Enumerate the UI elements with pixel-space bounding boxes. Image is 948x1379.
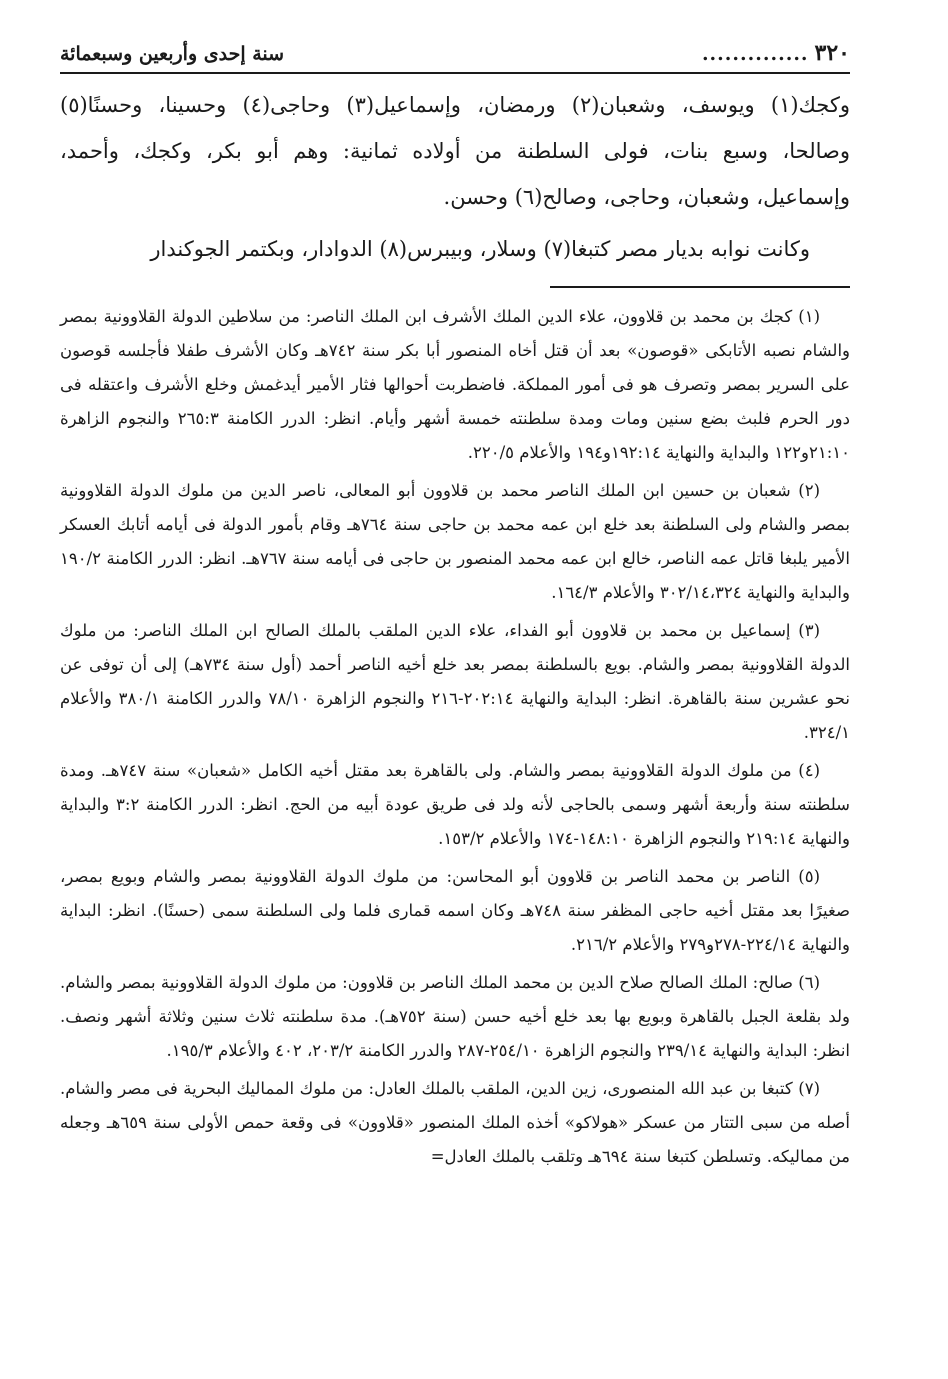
main-text xyxy=(60,82,850,272)
footnote-6: (٦) صالح: الملك الصالح صلاح الدين بن محمد الملك الناصر بن قلاوون: من ملوك الدولة القلاوونية بمصر والشام. ولد بقلعة الجبل بالقاهرة وبويع بها بعد خلع أخيه حسن (سنة ٧٥٢هـ). مدة سلطنته ثلاث سنين وثلاثة أشهر ونصف. انظر: البداية والنهاية ٢٣٩/١٤ والنجوم الزاهرة ٢٥٤/١٠-٢٨٧ والدرر الكامنة ٢٠٣/٢، ٤٠٢ والأعلام ١٩٥/٣. xyxy=(60,973,850,1060)
footnote-separator xyxy=(550,286,850,288)
footnotes xyxy=(60,300,850,1174)
main-paragraph-2: وكانت نوابه بديار مصر كتبغا(٧) وسلار، وبيبرس(٨) الدوادار، وبكتمر الجوكندار xyxy=(150,237,810,261)
document-page xyxy=(60,36,850,1178)
footnote-1: (١) كجك بن محمد بن قلاوون، علاء الدين الملك الأشرف ابن الملك الناصر: من سلاطين الدولة القلاوونية بمصر والشام نصبه الأتابكى «قوصون» بعد أن قتل أخاه المنصور أبا بكر سنة ٧٤٢هـ وكان الأشرف طفلا فأجلسه قوصون على السرير بمصر وتصرف هو فى أمور المملكة. فاضطربت أحوالها فثار الأمير أيدغمش وخلع الأشرف واعتقله فى دور الحرم فلبث بضع سنين ومات ومدة سلطنته خمسة أشهر وأيام. انظر: الدرر الكامنة ٢٦٥:٣ والنجوم الزاهرة ٢١:١٠و١٢٢ والبداية والنهاية ١٩٢:١٤و١٩٤ والأعلام ٢٢٠/٥. xyxy=(60,307,850,462)
footnote-2: (٢) شعبان بن حسين ابن الملك الناصر محمد بن قلاوون أبو المعالى، ناصر الدين من ملوك الدولة القلاوونية بمصر والشام ولى السلطنة بعد خلع ابن عمه محمد بن حاجى سنة ٧٦٤هـ وقام بأمور الدولة فى أيامه أتابك العسكر الأمير يلبغا قاتل عمه الناصر، خالع ابن عمه محمد المنصور بن حاجى فى أيامه سنة ٧٦٧هـ. انظر: الدرر الكامنة ١٩٠/٢ والبداية والنهاية ٣٠٢/١٤،٣٢٤ والأعلام ١٦٤/٣. xyxy=(60,481,850,602)
footnote-3: (٣) إسماعيل بن محمد بن قلاوون أبو الفداء، علاء الدين الملقب بالملك الصالح ابن الملك الناصر: من ملوك الدولة القلاوونية بمصر والشام. بويع بالسلطنة بمصر بعد خلع أخيه الناصر أحمد (أول سنة ٧٣٤هـ) إلى أن توفى عن نحو عشرين سنة بالقاهرة. انظر: البداية والنهاية ٢٠٢:١٤-٢١٦ والنجوم الزاهرة ٧٨/١٠ والدرر الكامنة ٣٨٠/١ والأعلام ٣٢٤/١. xyxy=(60,621,850,742)
footnote-7: (٧) كتبغا بن عبد الله المنصورى، زين الدين، الملقب بالملك العادل: من ملوك المماليك البحرية فى مصر والشام. أصله من سبى التتار من عسكر «هولاكو» أخذه الملك المنصور «قلاوون» فى وقعة حمص الأولى سنة ٦٥٩هـ وجعله من مماليكه. وتسلطن كتبغا سنة ٦٩٤هـ وتلقب بالملك العادل= xyxy=(60,1079,851,1166)
chapter-title: سنة إحدى وأربعين وسبعمائة xyxy=(60,43,285,65)
page-number: ٣٢٠ xyxy=(814,40,850,66)
footnote-5: (٥) الناصر بن محمد الناصر بن قلاوون أبو المحاسن: من ملوك الدولة القلاوونية بمصر والشام وبويع بمصر، صغيرًا بعد مقتل أخيه حاجى المظفر سنة ٧٤٨هـ وكان اسمه قمارى فلما ولى السلطنة سمى (حسنًا). انظر: البداية والنهاية ٢٢٤/١٤-٢٧٨و٢٧٩ والأعلام ٢١٦/٢. xyxy=(60,867,850,954)
header-dots: .............. xyxy=(701,43,809,65)
main-paragraph-1: وكجك(١) ويوسف، وشعبان(٢) ورمضان، وإسماعيل(٣) وحاجى(٤) وحسينا، وحسنًا(٥) وصالحا، وسبع بنات، فولى السلطنة من أولاده ثمانية: وهم أبو بكر، وكجك، وأحمد، وإسماعيل، وشعبان، وحاجى، وصالح(٦) وحسن. xyxy=(60,93,850,209)
running-header xyxy=(60,36,850,74)
footnote-4: (٤) من ملوك الدولة القلاوونية بمصر والشام. ولى بالقاهرة بعد مقتل أخيه الكامل «شعبان» سنة ٧٤٧هـ. ومدة سلطنته سنة وأربعة أشهر وسمى بالحاجى لأنه ولد فى طريق عودة أبيه من الحج. انظر: الدرر الكامنة ٣:٢ والبداية والنهاية ٢١٩:١٤ والنجوم الزاهرة ١٤٨:١٠-١٧٤ والأعلام ١٥٣/٢. xyxy=(60,761,850,848)
